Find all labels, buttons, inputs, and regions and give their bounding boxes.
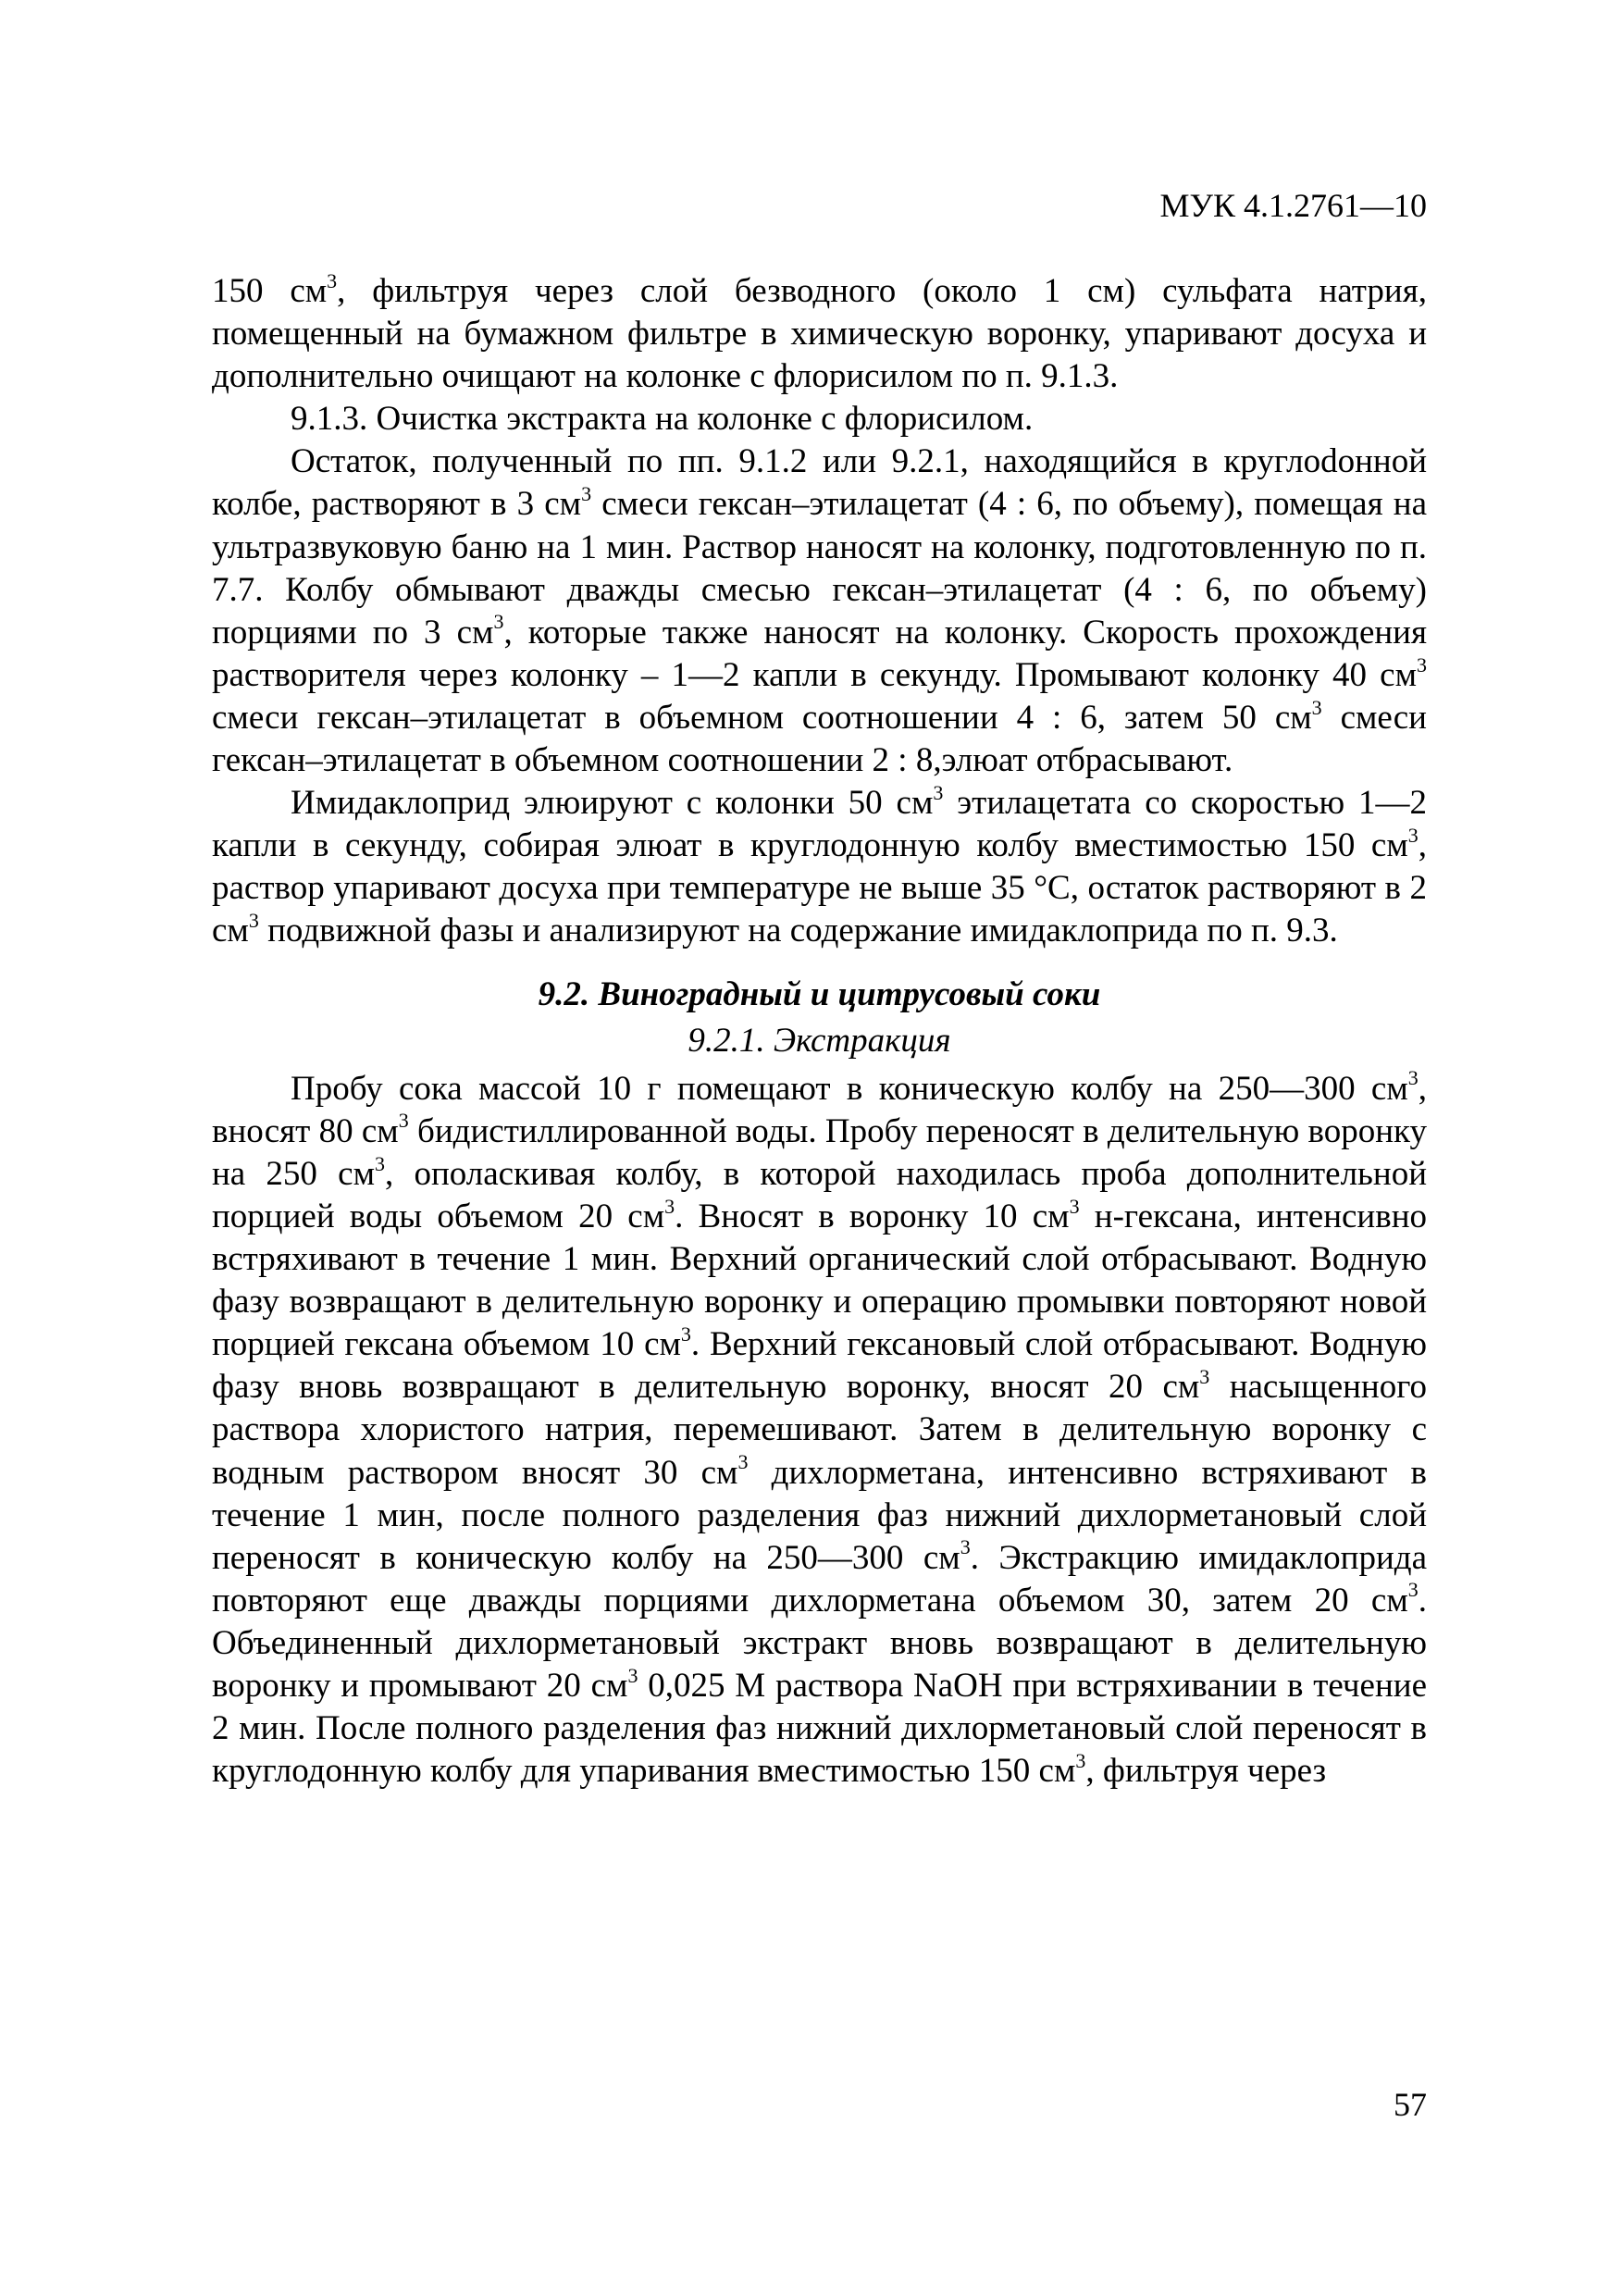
paragraph-continuation: 150 $см^3$, фильтруя через слой безводного (около 1 см) сульфата натрия, помещенный на бумажном фильтре в химическую воронку, упаривают досуха и дополнительно очищают на колонке с флорисилом по п. 9.1.3. — [212, 268, 1427, 396]
superscript-3: 3 — [1407, 1066, 1419, 1090]
superscript-3: 3 — [933, 780, 944, 804]
superscript-3: 3 — [375, 1151, 385, 1175]
section-9-2-heading: 9.2. Виноградный и цитрусовый соки — [538, 974, 1101, 1013]
paragraph-residue-dissolving: Остаток, полученный по пп. 9.1.2 или 9.2.1, находящийся в круглоdонной колбе, растворяют в 3 $см^3$ смеси гексан–этилацетат (4 : 6, по объему), помещая на ультразвуковую баню на 1 мин. Раствор наносят на колонку, подготовленную по п. 7.7. Колбу обмывают дважды смесью гексан–этилацетат (4 : 6, по объему) порциями по 3 $см^3$, которые также наносят на колонку. Скорость прохождения растворителя через колонку – 1—2 капли в секунду. Промывают колонку 40 $см^3$ смеси гексан–этилацетат в объемном соотношении 4 : 6, затем 50 $см^3$ смеси гексан–этилацетат в объемном соотношении 2 : 8,элюат отбрасывают. — [212, 442, 1427, 780]
superscript-3: 3 — [1407, 1578, 1419, 1602]
section-9-2-1-heading: 9.2.1. Экстракция — [688, 1021, 951, 1060]
superscript-3: 3 — [664, 1194, 675, 1218]
superscript-3: 3 — [960, 1535, 971, 1559]
superscript-3: 3 — [1069, 1194, 1080, 1218]
superscript-3: 3 — [398, 1109, 409, 1133]
superscript-3: 3 — [1417, 652, 1427, 676]
paragraph-elution: Имидаклоприд элюируют с колонки 50 $см^3$ этилацетата со скоростью 1—2 капли в секунду, собирая элюат в круглодонную колбу вместимостью 150 $см^3$, раствор упаривают досуха при температуре не выше 35 °С, остаток растворяют в 2 $см^3$ подвижной фазы и анализируют на содержание имидаклоприда по п. 9.3. — [212, 780, 1427, 950]
superscript-3: 3 — [581, 482, 592, 506]
superscript-3: 3 — [248, 909, 259, 933]
section-9-1-3-title: 9.1.3. Очистка экстракта на колонке с флорисилом. — [291, 400, 1034, 439]
superscript-3: 3 — [1075, 1748, 1086, 1772]
page-number: 57 — [1394, 2086, 1427, 2123]
superscript-3: 3 — [1199, 1365, 1210, 1389]
superscript-3: 3 — [1407, 823, 1419, 847]
body-text — [212, 270, 1427, 1793]
superscript-3: 3 — [627, 1663, 638, 1687]
superscript-3: 3 — [1311, 695, 1322, 719]
superscript-3: 3 — [680, 1322, 691, 1346]
document-code-header: МУК 4.1.2761—10 — [1159, 187, 1427, 224]
superscript-3: 3 — [493, 610, 504, 634]
superscript-3: 3 — [327, 268, 338, 292]
superscript-3: 3 — [737, 1450, 749, 1474]
paragraph-juice-extraction: Пробу сока массой 10 г помещают в коническую колбу на 250—300 $см^3$, вносят 80 $см^3$ бидистиллированной воды. Пробу переносят в делительную воронку на 250 $см^3$, ополаскивая колбу, в которой находилась проба дополнительной порцией воды объемом 20 $см^3$. Вносят в воронку 10 $см^3$ н-гексана, интенсивно встряхивают в течение 1 мин. Верхний органический слой отбрасывают. Водную фазу возвращают в делительную воронку и операцию промывки повторяют новой порцией гексана объемом 10 $см^3$. Верхний гексановый слой отбрасывают. Водную фазу вновь возвращают в делительную воронку, вносят 20 $см^3$ насыщенного раствора хлористого натрия, перемешивают. Затем в делительную воронку с водным раствором вносят 30 $см^3$ дихлорметана, интенсивно встряхивают в течение 1 мин, после полного разделения фаз нижний дихлорметановый слой переносят в коническую колбу на 250—300 $см^3$. Экстракцию имидаклоприда повторяют еще дважды порциями дихлорметана объемом 30, затем 20 $см^3$. Объединенный дихлорметановый экстракт вновь возвращают в делительную воронку и промывают 20 $см^3$ 0,025 М раствора NaOH при встряхивании в течение 2 мин. После полного разделения фаз нижний дихлорметановый слой переносят в круглодонную колбу для упаривания вместимостью 150 $см^3$, фильтруя через — [212, 1066, 1428, 1791]
